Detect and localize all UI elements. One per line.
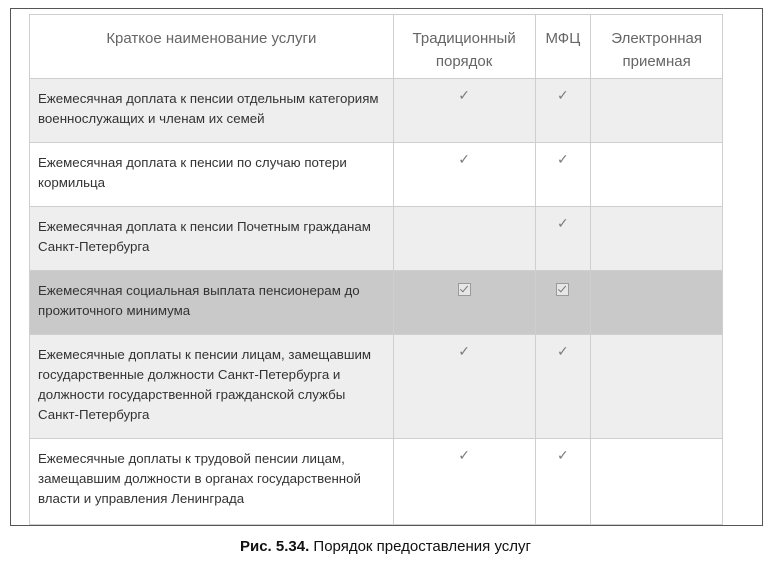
service-name-cell: Ежемесячная доплата к пенсии Почетным гражданам Санкт-Петербурга (30, 207, 394, 271)
header-mfc: МФЦ (535, 15, 591, 79)
services-table (29, 14, 723, 525)
table-row (30, 439, 723, 525)
checked-box-icon (458, 283, 471, 296)
electronic-cell (591, 143, 723, 207)
figure-caption (0, 538, 771, 555)
electronic-cell (591, 207, 723, 271)
caption-text: Порядок предоставления услуг (309, 538, 532, 555)
electronic-cell (591, 271, 723, 335)
traditional-cell (393, 335, 535, 439)
check-icon: ✓ (557, 216, 569, 232)
check-icon: ✓ (557, 88, 569, 104)
mfc-cell (535, 79, 591, 143)
traditional-cell (393, 79, 535, 143)
traditional-cell (393, 207, 535, 271)
header-traditional: Традиционный порядок (393, 15, 535, 79)
check-icon: ✓ (557, 152, 569, 168)
table-row (30, 271, 723, 335)
mfc-cell (535, 439, 591, 525)
mfc-cell (535, 207, 591, 271)
table-row (30, 79, 723, 143)
header-service-name: Краткое наименование услуги (30, 15, 394, 79)
header-electronic: Электронная приемная (591, 15, 723, 79)
mfc-cell (535, 143, 591, 207)
traditional-cell (393, 439, 535, 525)
checked-box-icon (556, 283, 569, 296)
service-name-cell: Ежемесячные доплаты к пенсии лицам, замещавшим государственные должности Санкт-Петербурга и должности государственной гражданской службы Санкт-Петербурга (30, 335, 394, 439)
service-name-cell: Ежемесячные доплаты к трудовой пенсии лицам, замещавшим должности в органах государственной власти и управления Ленинграда (30, 439, 394, 525)
table-row (30, 335, 723, 439)
traditional-cell (393, 271, 535, 335)
electronic-cell (591, 439, 723, 525)
service-name-cell: Ежемесячная социальная выплата пенсионерам до прожиточного минимума (30, 271, 394, 335)
electronic-cell (591, 335, 723, 439)
mfc-cell (535, 271, 591, 335)
check-icon: ✓ (458, 344, 470, 360)
table-row (30, 207, 723, 271)
service-name-cell: Ежемесячная доплата к пенсии по случаю потери кормильца (30, 143, 394, 207)
electronic-cell (591, 79, 723, 143)
table-row (30, 143, 723, 207)
check-icon: ✓ (458, 448, 470, 464)
mfc-cell (535, 335, 591, 439)
check-icon: ✓ (557, 448, 569, 464)
caption-label: Рис. 5.34. (239, 538, 310, 555)
traditional-cell (393, 143, 535, 207)
check-icon: ✓ (458, 88, 470, 104)
check-icon: ✓ (458, 152, 470, 168)
check-icon: ✓ (557, 344, 569, 360)
service-name-cell: Ежемесячная доплата к пенсии отдельным категориям военнослужащих и членам их семей (30, 79, 394, 143)
table-header-row (30, 15, 723, 79)
